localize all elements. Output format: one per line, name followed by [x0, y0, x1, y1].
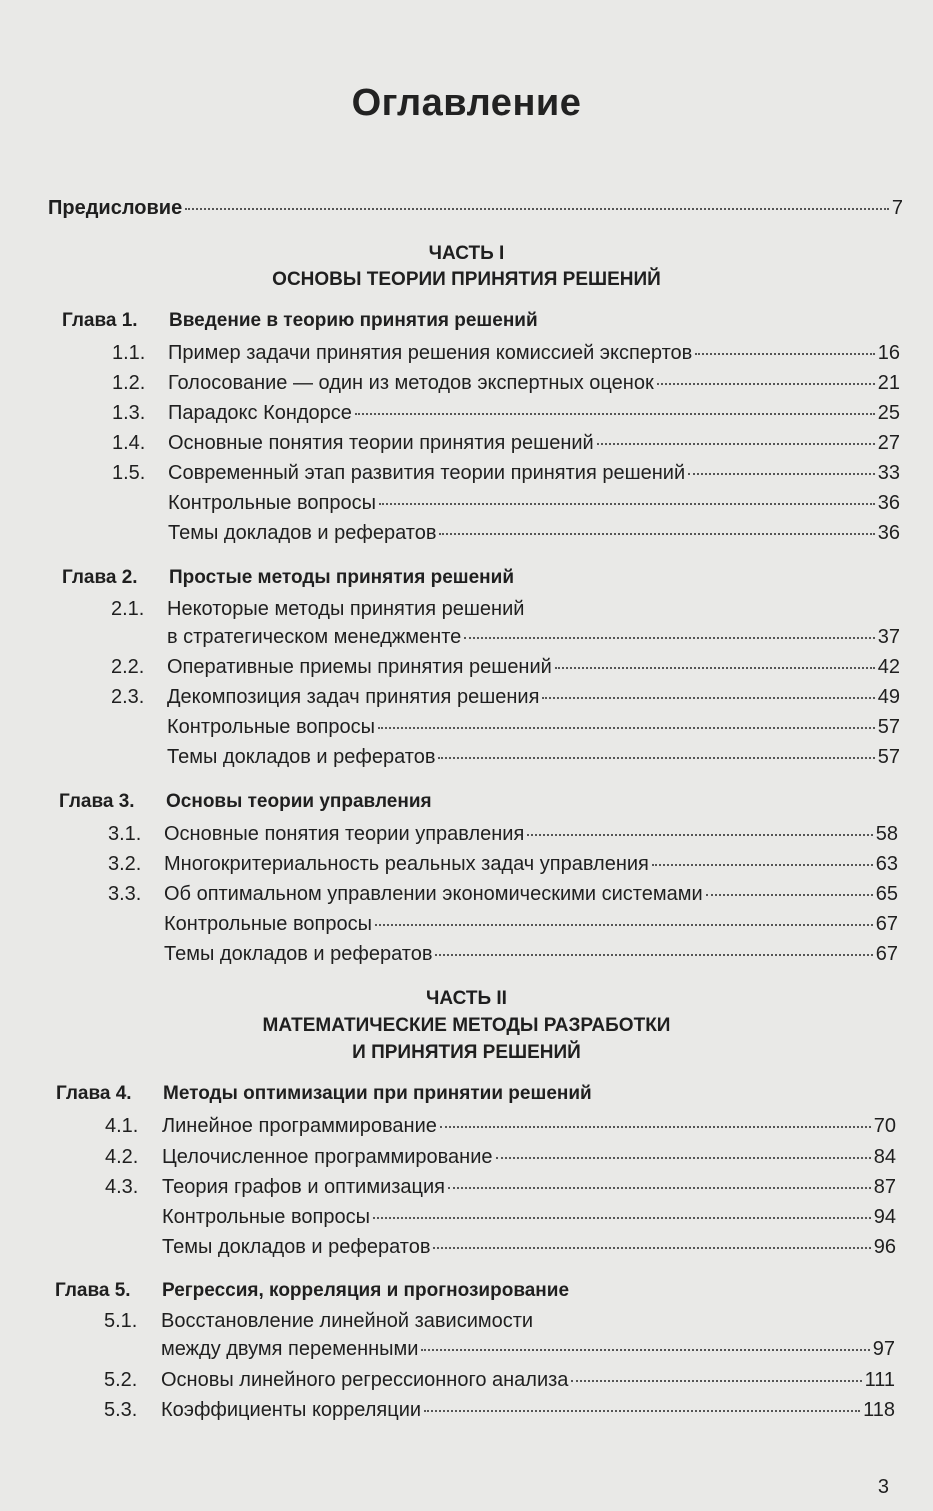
toc-entry-page: 111: [864, 1369, 895, 1391]
toc-entry: [168, 431, 900, 455]
leader-dots: [421, 1349, 869, 1351]
entry-number: 1.4.: [112, 432, 146, 454]
part-title: МАТЕМАТИЧЕСКИЕ МЕТОДЫ РАЗРАБОТКИ: [262, 1015, 671, 1036]
entry-number: 2.1.: [111, 598, 145, 620]
part-title: ОСНОВЫ ТЕОРИИ ПРИНЯТИЯ РЕШЕНИЙ: [272, 269, 661, 290]
toc-entry-page: 49: [877, 686, 900, 708]
toc-entry-page: 65: [875, 883, 898, 905]
toc-entry: [162, 1235, 896, 1259]
toc-entry: [161, 1398, 895, 1422]
toc-entry-page: 84: [873, 1146, 896, 1168]
toc-entry-text: Голосование — один из методов экспертных оценок: [168, 372, 654, 394]
entry-number: 1.5.: [112, 462, 146, 484]
entry-number: 1.2.: [112, 372, 146, 394]
leader-dots: [542, 697, 874, 699]
toc-entry: [164, 852, 898, 876]
chapter-title: Регрессия, корреляция и прогнозирование: [162, 1280, 570, 1301]
toc-entry-text: Пример задачи принятия решения комиссией экспертов: [168, 342, 693, 364]
entry-number: 4.1.: [105, 1115, 139, 1137]
toc-entry-page: 87: [873, 1176, 896, 1198]
toc-entry: [161, 1337, 895, 1361]
toc-entry-page: 94: [873, 1206, 896, 1228]
toc-entry-page: 21: [877, 372, 900, 394]
entry-number: 3.1.: [108, 823, 142, 845]
entry-number: 4.2.: [105, 1146, 139, 1168]
toc-entry-text: Контрольные вопросы: [162, 1206, 370, 1228]
entry-number: 5.3.: [104, 1399, 138, 1421]
toc-entry-page: 42: [877, 656, 900, 678]
toc-entry-text: Основные понятия теории принятия решений: [168, 432, 594, 454]
toc-entry-text-line1: Некоторые методы принятия решений: [167, 598, 525, 620]
toc-entry-text: Парадокс Кондорсе: [168, 402, 352, 424]
toc-entry-text: Предисловие: [48, 197, 183, 219]
toc-entry: [167, 685, 900, 709]
toc-entry: [164, 942, 898, 966]
toc-entry: [168, 461, 900, 485]
toc-entry: [161, 1368, 895, 1392]
toc-entry-preface: [48, 196, 903, 220]
toc-entry-text: Контрольные вопросы: [168, 492, 376, 514]
chapter-label: Глава 3.: [59, 791, 135, 812]
part-title: И ПРИНЯТИЯ РЕШЕНИЙ: [352, 1042, 581, 1063]
leader-dots: [571, 1380, 861, 1382]
leader-dots: [433, 1247, 870, 1249]
toc-entry: [167, 625, 900, 649]
page-number: 3: [877, 1476, 889, 1498]
toc-entry: [164, 822, 898, 846]
toc-entry-text: Современный этап развития теории принятия решений: [168, 462, 686, 484]
toc-entry: [164, 882, 898, 906]
toc-entry: [167, 745, 900, 769]
toc-entry-page: 33: [877, 462, 900, 484]
toc-entry-page: 16: [877, 342, 900, 364]
leader-dots: [438, 757, 874, 759]
chapter-label: Глава 2.: [62, 567, 138, 588]
leader-dots: [527, 834, 872, 836]
toc-entry-text: между двумя переменными: [161, 1338, 419, 1360]
toc-entry-page: 70: [873, 1115, 896, 1137]
toc-entry-page: 67: [875, 913, 898, 935]
toc-entry-page: 57: [877, 746, 900, 768]
entry-number: 1.1.: [112, 342, 146, 364]
chapter-label: Глава 4.: [56, 1083, 132, 1104]
entry-number: 3.2.: [108, 853, 142, 875]
toc-entry: [162, 1114, 896, 1138]
toc-entry-text: Теория графов и оптимизация: [162, 1176, 446, 1198]
toc-entry-page: 118: [863, 1399, 895, 1421]
toc-entry-page: 96: [873, 1236, 896, 1258]
part-label: ЧАСТЬ II: [426, 988, 507, 1009]
toc-entry: [168, 521, 900, 545]
leader-dots: [379, 503, 875, 505]
leader-dots: [375, 924, 873, 926]
leader-dots: [652, 864, 873, 866]
chapter-label: Глава 1.: [62, 310, 138, 331]
toc-entry-page: 63: [875, 853, 898, 875]
toc-entry-page: 36: [877, 492, 900, 514]
leader-dots: [373, 1217, 871, 1219]
toc-entry: [168, 491, 900, 515]
toc-entry: [162, 1175, 896, 1199]
chapter-heading: [56, 1082, 592, 1106]
leader-dots: [597, 443, 875, 445]
toc-entry-text: Об оптимальном управлении экономическими системами: [164, 883, 703, 905]
leader-dots: [440, 1126, 871, 1128]
chapter-heading: [59, 790, 432, 814]
page-title: Оглавление: [351, 82, 582, 124]
toc-entry-text: Контрольные вопросы: [164, 913, 372, 935]
toc-entry-text: Оперативные приемы принятия решений: [167, 656, 552, 678]
toc-entry-text: Основы линейного регрессионного анализа: [161, 1369, 569, 1391]
entry-number: 4.3.: [105, 1176, 139, 1198]
toc-entry: [168, 401, 900, 425]
toc-entry: [167, 655, 900, 679]
toc-entry: [168, 341, 900, 365]
toc-entry-page: 58: [875, 823, 898, 845]
leader-dots: [439, 533, 874, 535]
toc-entry-text-line1: Восстановление линейной зависимости: [161, 1310, 534, 1332]
toc-entry-page: 57: [877, 716, 900, 738]
toc-entry-text: Темы докладов и рефератов: [164, 943, 433, 965]
chapter-title: Простые методы принятия решений: [169, 567, 514, 588]
part-label: ЧАСТЬ I: [428, 243, 505, 264]
toc-entry-text: Многокритериальность реальных задач управления: [164, 853, 649, 875]
chapter-title: Методы оптимизации при принятии решений: [163, 1083, 592, 1104]
toc-entry-text: Декомпозиция задач принятия решения: [167, 686, 540, 708]
toc-entry: [167, 715, 900, 739]
toc-entry-page: 7: [891, 197, 903, 219]
entry-number: 1.3.: [112, 402, 146, 424]
entry-number: 2.3.: [111, 686, 145, 708]
toc-entry-page: 97: [872, 1338, 895, 1360]
leader-dots: [378, 727, 875, 729]
toc-entry-text: Коэффициенты корреляции: [161, 1399, 422, 1421]
chapter-heading: [62, 309, 538, 333]
entry-number: 2.2.: [111, 656, 145, 678]
leader-dots: [657, 383, 875, 385]
leader-dots: [464, 637, 875, 639]
toc-entry-text: Темы докладов и рефератов: [168, 522, 437, 544]
toc-entry: [162, 1205, 896, 1229]
toc-entry-text: Контрольные вопросы: [167, 716, 375, 738]
entry-number: 5.2.: [104, 1369, 138, 1391]
leader-dots: [355, 413, 875, 415]
toc-entry-text: Линейное программирование: [162, 1115, 437, 1137]
chapter-title: Введение в теорию принятия решений: [169, 310, 538, 331]
leader-dots: [706, 894, 873, 896]
toc-entry: [162, 1145, 896, 1169]
toc-entry-page: 37: [877, 626, 900, 648]
chapter-title: Основы теории управления: [166, 791, 432, 812]
toc-entry-text: в стратегическом менеджменте: [167, 626, 462, 648]
chapter-heading: [62, 566, 514, 590]
leader-dots: [555, 667, 875, 669]
toc-entry-text: Целочисленное программирование: [162, 1146, 493, 1168]
toc-entry-text: Темы докладов и рефератов: [167, 746, 436, 768]
toc-entry-text: Темы докладов и рефератов: [162, 1236, 431, 1258]
toc-entry: [164, 912, 898, 936]
leader-dots: [448, 1187, 871, 1189]
chapter-label: Глава 5.: [55, 1280, 131, 1301]
leader-dots: [496, 1157, 871, 1159]
entry-number: 3.3.: [108, 883, 142, 905]
leader-dots: [695, 353, 874, 355]
entry-number: 5.1.: [104, 1310, 138, 1332]
leader-dots: [185, 208, 889, 210]
toc-entry-page: 25: [877, 402, 900, 424]
toc-entry-page: 27: [877, 432, 900, 454]
leader-dots: [435, 954, 872, 956]
toc-entry-page: 36: [877, 522, 900, 544]
chapter-heading: [55, 1279, 569, 1303]
leader-dots: [424, 1410, 860, 1412]
toc-entry-page: 67: [875, 943, 898, 965]
toc-entry-text: Основные понятия теории управления: [164, 823, 525, 845]
toc-entry: [168, 371, 900, 395]
leader-dots: [688, 473, 875, 475]
